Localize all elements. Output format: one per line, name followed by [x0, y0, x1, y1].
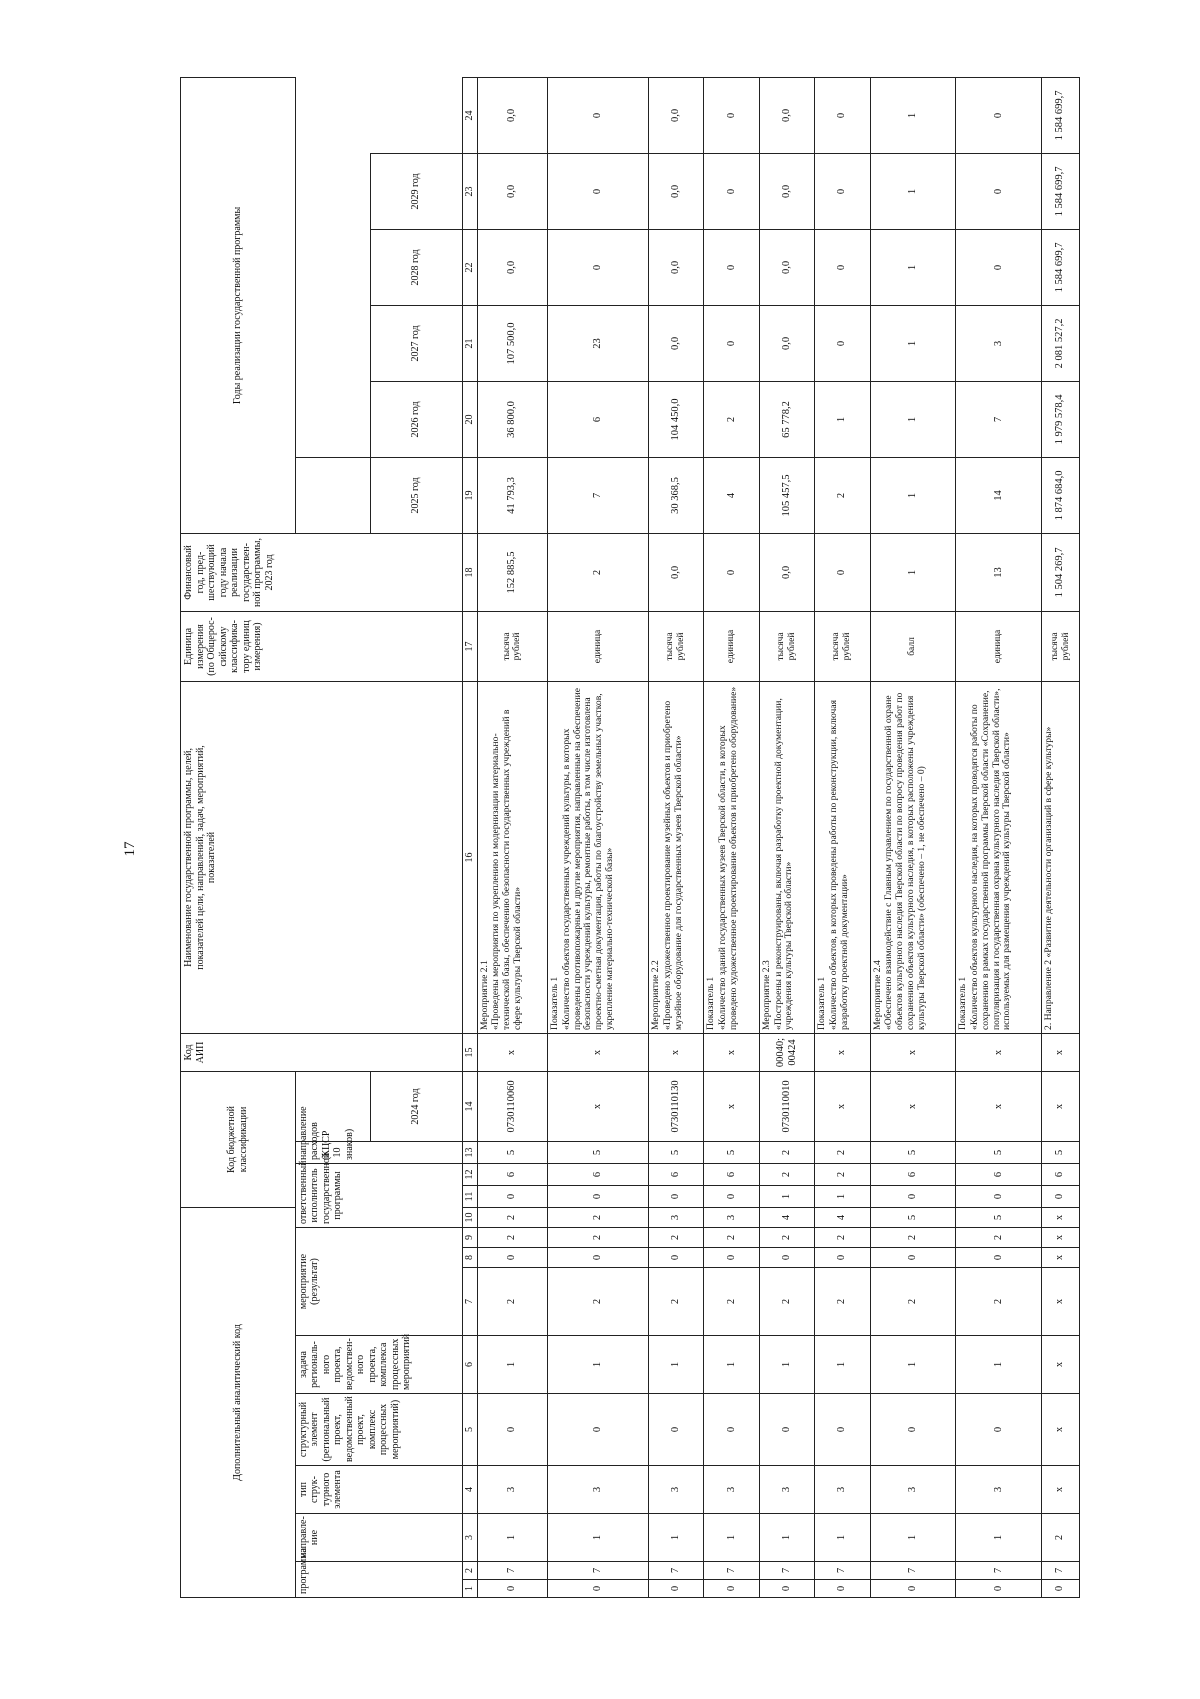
code-cell: 1: [956, 1336, 1042, 1394]
code-cell: 6: [956, 1163, 1042, 1185]
code-cell: x: [870, 1033, 956, 1071]
code-cell: 2: [759, 1228, 814, 1248]
value-cell: 0,0: [649, 305, 704, 381]
header-additional-code: Дополнительный аналитический код: [181, 1207, 296, 1597]
value-cell: 0,0: [649, 533, 704, 611]
value-cell: 0: [704, 305, 759, 381]
value-cell: 0: [815, 533, 870, 611]
value-cell: 0: [956, 229, 1042, 305]
header-executor: ответственный исполнитель государственной программы: [295, 1163, 462, 1227]
column-number: 9: [462, 1228, 477, 1248]
column-number: 3: [462, 1514, 477, 1562]
code-cell: 7: [548, 1562, 649, 1580]
value-cell: 1: [870, 533, 956, 611]
code-cell: 0: [815, 1394, 870, 1466]
unit-cell: тысяча рублей: [649, 611, 704, 681]
value-cell: 3: [956, 305, 1042, 381]
value-cell: 0: [548, 153, 649, 229]
code-cell: x: [1042, 1248, 1080, 1268]
value-cell: 0: [815, 229, 870, 305]
code-cell: 0: [548, 1394, 649, 1466]
code-cell: x: [815, 1033, 870, 1071]
column-number: 23: [462, 153, 477, 229]
unit-cell: тысяча рублей: [1042, 611, 1080, 681]
header-expense-dir: направление расходов (КЦСР 10 знаков): [295, 1141, 462, 1163]
header-years-group: Годы реализации государственной программы: [181, 77, 296, 533]
description-line: Показатель 1: [957, 976, 969, 1030]
description-line: Показатель 1: [705, 976, 717, 1030]
code-cell: x: [1042, 1394, 1080, 1466]
value-cell: 0: [704, 533, 759, 611]
code-cell: 3: [548, 1466, 649, 1514]
column-number: 13: [462, 1141, 477, 1163]
description-line: «Количество объектов культурного наследия, на которых проводятся работы по сохранению в рамках государственной программы Тверской области «Сохранение, популяризация и государственная охрана культурного наследия Тверской области», используемых для размещения учреждений культуры Тверской области»: [969, 688, 1013, 1030]
code-cell: 7: [759, 1562, 814, 1580]
description-line: Мероприятие 2.2: [650, 960, 662, 1030]
description-line: Мероприятие 2.4: [871, 960, 883, 1030]
column-number: 4: [462, 1466, 477, 1514]
unit-cell: балл: [870, 611, 956, 681]
description-cell: [759, 681, 814, 1033]
value-cell: 2: [548, 533, 649, 611]
code-cell: 2: [815, 1141, 870, 1163]
header-direction: направле- ние: [295, 1514, 462, 1562]
description-line: «Количество объектов, в которых проведены работы по реконструкции, включая разработку проектной документации»: [827, 700, 850, 1030]
description-line: «Проведено художественное проектирование музейных объектов и приобретено музейное оборудование для государственных музеев Тверской области»: [661, 700, 684, 1030]
code-cell: 7: [649, 1562, 704, 1580]
code-cell: 6: [548, 1163, 649, 1185]
code-cell: 0: [870, 1185, 956, 1207]
header-struct-type: тип струк- турного элемента: [295, 1466, 462, 1514]
value-cell: 107 500,0: [477, 305, 548, 381]
code-cell: 0: [704, 1394, 759, 1466]
code-cell: 0: [649, 1248, 704, 1268]
code-cell: 0: [649, 1394, 704, 1466]
value-cell: 0: [704, 229, 759, 305]
value-cell: 1 584 699,7: [1042, 153, 1080, 229]
description-line: «Проведены мероприятия по укреплению и модернизации материально-технической базы, обеспечению безопасности государственных учреждений в сфере культуры Тверской области»: [490, 709, 523, 1030]
column-numbers-row: [462, 77, 477, 1597]
value-cell: 1: [870, 153, 956, 229]
code-cell: 5: [548, 1141, 649, 1163]
code-cell: 0: [548, 1185, 649, 1207]
table-row: [956, 77, 1042, 1597]
code-cell: 6: [870, 1163, 956, 1185]
value-cell: 1 874 684,0: [1042, 457, 1080, 533]
code-cell: 5: [1042, 1141, 1080, 1163]
description-line: «Обеспечено взаимодействие с Главным управлением по государственной охране объектов культурного наследия Тверской области по вопросу проведения работ по сохранению объектов культурного наследия, в которых расположены учреждения культуры Тверской области» (обеспечено – 1, не обеспечено – 0): [883, 692, 927, 1030]
description-line: Мероприятие 2.3: [760, 960, 772, 1030]
column-number: 21: [462, 305, 477, 381]
description-line: Мероприятие 2.1: [478, 960, 490, 1030]
code-cell: x: [649, 1033, 704, 1071]
code-cell: 5: [870, 1207, 956, 1227]
value-cell: 1: [870, 381, 956, 457]
code-cell: 6: [704, 1163, 759, 1185]
column-number: 12: [462, 1163, 477, 1185]
description-line: Показатель 1: [549, 976, 561, 1030]
value-cell: 0: [548, 77, 649, 153]
value-cell: 0: [815, 77, 870, 153]
value-cell: 0: [704, 153, 759, 229]
code-cell: x: [1042, 1336, 1080, 1394]
code-cell: 2: [649, 1268, 704, 1336]
value-cell: 0,0: [649, 229, 704, 305]
value-cell: 0,0: [477, 77, 548, 153]
column-number: 7: [462, 1268, 477, 1336]
code-cell: 2: [548, 1228, 649, 1248]
code-cell: 0: [477, 1580, 548, 1598]
code-cell: 7: [1042, 1562, 1080, 1580]
code-cell: 0: [477, 1185, 548, 1207]
header-year-2029: 2029 год: [370, 153, 462, 229]
code-cell: 0: [815, 1580, 870, 1598]
code-cell: 2: [956, 1268, 1042, 1336]
column-number: 22: [462, 229, 477, 305]
code-cell: 1: [870, 1514, 956, 1562]
code-cell: 2: [704, 1228, 759, 1248]
description-cell: [649, 681, 704, 1033]
code-cell: 2: [477, 1228, 548, 1248]
page-number: 17: [122, 841, 138, 857]
code-cell: x: [477, 1033, 548, 1071]
code-cell: 0: [956, 1394, 1042, 1466]
value-cell: 0,0: [477, 229, 548, 305]
code-cell: 0: [649, 1580, 704, 1598]
table-row: [704, 77, 759, 1597]
code-cell: 1: [704, 1336, 759, 1394]
code-cell: 3: [704, 1207, 759, 1227]
header-year-2025: 2025 год: [370, 457, 462, 533]
code-cell: 2: [477, 1207, 548, 1227]
code-cell: x: [1042, 1228, 1080, 1248]
value-cell: 0: [815, 305, 870, 381]
code-cell: 2: [548, 1207, 649, 1227]
value-cell: 13: [956, 533, 1042, 611]
description-line: «Количество зданий государственных музеев Тверской области, в которых проведено художественное проектирование объектов и приобретено оборудование»: [717, 686, 739, 1030]
column-number: 6: [462, 1336, 477, 1394]
value-cell: 0,0: [759, 229, 814, 305]
code-cell: 2: [477, 1268, 548, 1336]
table-row: [815, 77, 870, 1597]
code-cell: 7: [477, 1562, 548, 1580]
code-cell: x: [956, 1071, 1042, 1141]
code-cell: 0: [956, 1248, 1042, 1268]
value-cell: 0,0: [477, 153, 548, 229]
code-cell: 2: [815, 1163, 870, 1185]
code-cell: x: [1042, 1268, 1080, 1336]
header-year-2028: 2028 год: [370, 229, 462, 305]
code-cell: 0730110060: [477, 1071, 548, 1141]
value-cell: 0,0: [759, 305, 814, 381]
column-number: 17: [462, 611, 477, 681]
code-cell: 3: [649, 1207, 704, 1227]
value-cell: 0: [956, 77, 1042, 153]
code-cell: 1: [815, 1336, 870, 1394]
value-cell: 65 778,2: [759, 381, 814, 457]
code-cell: x: [548, 1033, 649, 1071]
column-number: 2: [462, 1562, 477, 1580]
code-cell: 0: [759, 1580, 814, 1598]
unit-cell: единица: [704, 611, 759, 681]
value-cell: 41 793,3: [477, 457, 548, 533]
column-number: 16: [462, 681, 477, 1033]
description-cell: [477, 681, 548, 1033]
code-cell: 2: [815, 1268, 870, 1336]
code-cell: 1: [956, 1514, 1042, 1562]
code-cell: 1: [649, 1514, 704, 1562]
code-cell: 0: [956, 1580, 1042, 1598]
value-cell: 14: [956, 457, 1042, 533]
header-year-2027: 2027 год: [370, 305, 462, 381]
code-cell: 0: [477, 1394, 548, 1466]
value-cell: 104 450,0: [649, 381, 704, 457]
code-cell: 2: [649, 1228, 704, 1248]
value-cell: 1: [870, 77, 956, 153]
header-year-2026: 2026 год: [370, 381, 462, 457]
value-cell: 0,0: [759, 77, 814, 153]
value-cell: 1 584 699,7: [1042, 229, 1080, 305]
code-cell: 3: [759, 1466, 814, 1514]
code-cell: 5: [956, 1141, 1042, 1163]
description-line: «Количество объектов государственных учреждений культуры, в которых проведены противопожарные и другие мероприятия, направленные на обеспечение безопасности учреждений культуры, ремонтные работы, в том числе изготовлена проектно-сметная документация, работы по благоустройству земельных участков, укрепление материально-технической базы»: [560, 688, 615, 1030]
code-cell: x: [870, 1071, 956, 1141]
column-number: 14: [462, 1071, 477, 1141]
code-cell: 0: [704, 1185, 759, 1207]
description-line: 2. Направление 2 «Развитие деятельности организаций в сфере культуры»: [1043, 726, 1054, 1030]
code-cell: x: [548, 1071, 649, 1141]
value-cell: 2: [704, 381, 759, 457]
column-number: 10: [462, 1207, 477, 1227]
header-fin-year: Финансовый год, пред- шествующий году начала реализации государствен- ной программы, 2023 год: [181, 533, 463, 611]
value-cell: 1: [870, 305, 956, 381]
header-unit: Единица измерения (по Общерос- сийскому классифика- тору единиц измерения): [181, 611, 463, 681]
column-number: 8: [462, 1248, 477, 1268]
code-cell: 1: [759, 1336, 814, 1394]
code-cell: 5: [870, 1141, 956, 1163]
code-cell: 6: [649, 1163, 704, 1185]
code-cell: 0730110130: [649, 1071, 704, 1141]
value-cell: 7: [548, 457, 649, 533]
column-number: 24: [462, 77, 477, 153]
value-cell: 36 800,0: [477, 381, 548, 457]
code-cell: 6: [1042, 1163, 1080, 1185]
table-row: [477, 77, 548, 1597]
code-cell: 2: [815, 1228, 870, 1248]
table-row: [548, 77, 649, 1597]
code-cell: 3: [477, 1466, 548, 1514]
code-cell: 3: [704, 1466, 759, 1514]
code-cell: 4: [759, 1207, 814, 1227]
code-cell: 0: [548, 1248, 649, 1268]
code-cell: x: [1042, 1466, 1080, 1514]
value-cell: 23: [548, 305, 649, 381]
description-cell: [548, 681, 649, 1033]
code-cell: 2: [759, 1163, 814, 1185]
code-cell: x: [1042, 1207, 1080, 1227]
code-cell: 2: [704, 1268, 759, 1336]
code-cell: 1: [649, 1336, 704, 1394]
description-cell: [815, 681, 870, 1033]
code-cell: 0: [759, 1394, 814, 1466]
code-cell: 0730110010: [759, 1071, 814, 1141]
code-cell: 0: [870, 1580, 956, 1598]
header-struct-element: структурный элемент (региональный проект, ведомственный проект, комплекс процессных мероприятий): [295, 1394, 462, 1466]
code-cell: 4: [815, 1207, 870, 1227]
header-task: задача региональ- ного проекта, ведомствен- ного проекта, комплекса процессных мероприятий: [295, 1336, 462, 1394]
code-cell: 0: [548, 1580, 649, 1598]
unit-cell: единица: [956, 611, 1042, 681]
description-cell: [956, 681, 1042, 1033]
column-number: 11: [462, 1185, 477, 1207]
code-cell: 5: [649, 1141, 704, 1163]
code-cell: x: [1042, 1033, 1080, 1071]
code-cell: 2: [956, 1228, 1042, 1248]
code-cell: 2: [1042, 1514, 1080, 1562]
code-cell: 0: [870, 1248, 956, 1268]
value-cell: 1 504 269,7: [1042, 533, 1080, 611]
code-cell: x: [1042, 1071, 1080, 1141]
value-cell: 0,0: [759, 153, 814, 229]
code-cell: 1: [815, 1514, 870, 1562]
header-budget-code: Код бюджетной классификации: [181, 1071, 296, 1207]
value-cell: 105 457,5: [759, 457, 814, 533]
code-cell: 00040; 00424: [759, 1033, 814, 1071]
code-cell: x: [956, 1033, 1042, 1071]
code-cell: 0: [870, 1394, 956, 1466]
unit-cell: тысяча рублей: [477, 611, 548, 681]
code-cell: 1: [815, 1185, 870, 1207]
code-cell: 0: [704, 1580, 759, 1598]
value-cell: 0: [956, 153, 1042, 229]
value-cell: 30 368,5: [649, 457, 704, 533]
code-cell: 1: [704, 1514, 759, 1562]
code-cell: 5: [704, 1141, 759, 1163]
value-cell: 0,0: [759, 533, 814, 611]
code-cell: 6: [477, 1163, 548, 1185]
code-cell: 0: [649, 1185, 704, 1207]
code-cell: 5: [956, 1207, 1042, 1227]
header-years-spacer: [295, 457, 370, 1141]
column-number: 20: [462, 381, 477, 457]
code-cell: 3: [649, 1466, 704, 1514]
code-cell: 0: [815, 1248, 870, 1268]
value-cell: 1 979 578,4: [1042, 381, 1080, 457]
code-cell: 7: [704, 1562, 759, 1580]
column-number: 1: [462, 1580, 477, 1598]
column-number: 19: [462, 457, 477, 533]
value-cell: 2: [815, 457, 870, 533]
code-cell: x: [815, 1071, 870, 1141]
code-cell: 1: [870, 1336, 956, 1394]
column-number: 15: [462, 1033, 477, 1071]
value-cell: 0: [704, 77, 759, 153]
header-event: мероприятие (результат): [295, 1228, 462, 1336]
column-number: 18: [462, 533, 477, 611]
header-year-2024: 2024 год: [370, 1071, 462, 1141]
code-cell: 7: [870, 1562, 956, 1580]
code-cell: x: [704, 1071, 759, 1141]
header-program: программа: [295, 1562, 462, 1598]
code-cell: 0: [759, 1248, 814, 1268]
description-line: Показатель 1: [816, 976, 828, 1030]
code-cell: 2: [870, 1268, 956, 1336]
value-cell: 2 081 527,2: [1042, 305, 1080, 381]
code-cell: 1: [477, 1336, 548, 1394]
unit-cell: тысяча рублей: [815, 611, 870, 681]
program-table: [180, 77, 1080, 1598]
code-cell: x: [704, 1033, 759, 1071]
code-cell: 0: [477, 1248, 548, 1268]
table-row: [649, 77, 704, 1597]
code-cell: 0: [704, 1248, 759, 1268]
code-cell: 2: [759, 1268, 814, 1336]
value-cell: 1: [870, 229, 956, 305]
description-line: «Построены и реконструированы, включая разработку проектной документации, учреждения культуры Тверской области»: [772, 698, 795, 1030]
code-cell: 0: [1042, 1185, 1080, 1207]
value-cell: 152 885,5: [477, 533, 548, 611]
value-cell: 0,0: [649, 153, 704, 229]
code-cell: 1: [477, 1514, 548, 1562]
code-cell: 1: [759, 1514, 814, 1562]
code-cell: 2: [870, 1228, 956, 1248]
value-cell: 1 584 699,7: [1042, 77, 1080, 153]
code-cell: 2: [548, 1268, 649, 1336]
value-cell: 0: [548, 229, 649, 305]
code-cell: 5: [477, 1141, 548, 1163]
value-cell: 6: [548, 381, 649, 457]
code-cell: 3: [815, 1466, 870, 1514]
code-cell: 1: [759, 1185, 814, 1207]
table-row: [1042, 77, 1080, 1597]
program-table-sheet: [180, 90, 1080, 1598]
value-cell: 1: [815, 381, 870, 457]
code-cell: 7: [956, 1562, 1042, 1580]
code-cell: 2: [759, 1141, 814, 1163]
unit-cell: единица: [548, 611, 649, 681]
description-cell: [704, 681, 759, 1033]
code-cell: 1: [548, 1514, 649, 1562]
value-cell: 4: [704, 457, 759, 533]
header-name: Наименование государственной программы, целей, показателей цели, направлений, задач, мероприятий, показателей: [181, 681, 463, 1033]
description-cell: [870, 681, 956, 1033]
code-cell: 0: [956, 1185, 1042, 1207]
value-cell: 0,0: [649, 77, 704, 153]
code-cell: 3: [956, 1466, 1042, 1514]
table-row: [870, 77, 956, 1597]
value-cell: 7: [956, 381, 1042, 457]
code-cell: 3: [870, 1466, 956, 1514]
code-cell: 0: [1042, 1580, 1080, 1598]
code-cell: 7: [815, 1562, 870, 1580]
value-cell: 1: [870, 457, 956, 533]
table-row: [759, 77, 814, 1597]
unit-cell: тысяча рублей: [759, 611, 814, 681]
value-cell: 0: [815, 153, 870, 229]
code-cell: 1: [548, 1336, 649, 1394]
header-aip-code: Код АИП: [181, 1033, 463, 1071]
column-number: 5: [462, 1394, 477, 1466]
description-cell: [1042, 681, 1080, 1033]
